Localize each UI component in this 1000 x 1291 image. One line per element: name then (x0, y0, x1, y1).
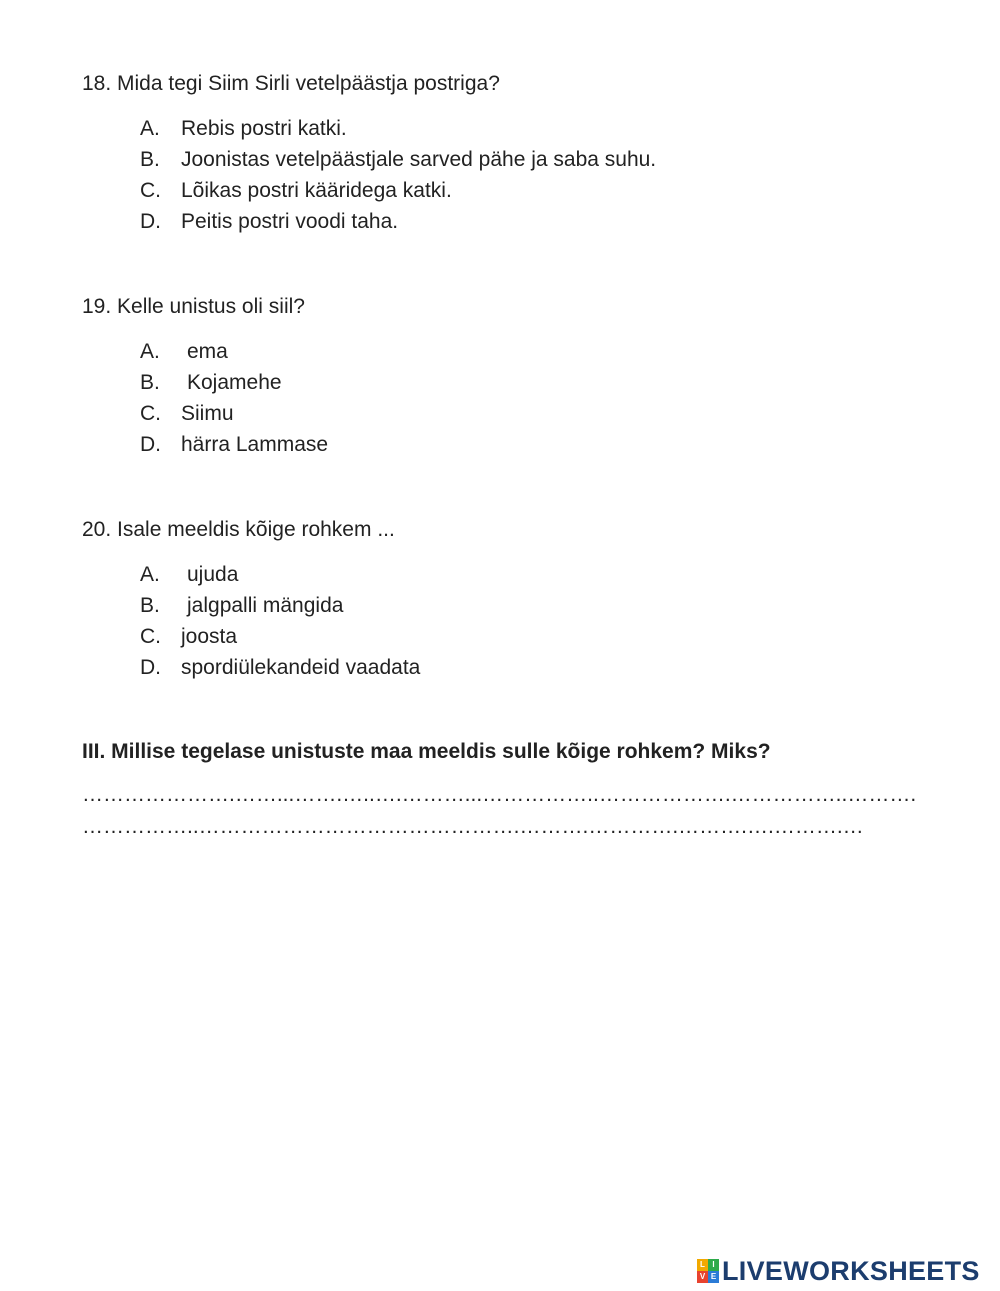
option-letter: C. (140, 179, 161, 202)
open-question-section (82, 739, 942, 843)
logo-tile: V (697, 1271, 708, 1283)
option-text: ujuda (187, 563, 239, 586)
question-text: 18. Mida tegi Siim Sirli vetelpäästja postriga? (82, 72, 500, 95)
option-letter: B. (140, 148, 160, 171)
logo-tile: L (697, 1259, 708, 1271)
question-text: 20. Isale meeldis kõige rohkem ... (82, 518, 395, 541)
question-19 (82, 294, 942, 460)
option-text: härra Lammase (181, 433, 329, 456)
option-letter: D. (140, 210, 161, 233)
option-text: Kojamehe (187, 371, 282, 394)
option-d[interactable] (82, 429, 942, 460)
option-d[interactable] (82, 206, 942, 237)
answer-options (82, 336, 942, 460)
option-letter: B. (140, 371, 160, 394)
option-letter: D. (140, 433, 161, 456)
option-text: spordiülekandeid vaadata (181, 656, 421, 679)
option-c[interactable] (82, 621, 942, 652)
option-c[interactable] (82, 398, 942, 429)
answer-input-line-2[interactable]: ……………..……………………………………….……….………….……….….……….… (82, 815, 864, 838)
option-text: Peitis postri voodi taha. (181, 210, 399, 233)
answer-options (82, 113, 942, 237)
option-letter: C. (140, 625, 161, 648)
option-b[interactable] (82, 367, 942, 398)
option-text: Rebis postri katki. (181, 117, 347, 140)
option-letter: A. (140, 117, 160, 140)
logo-tile: I (708, 1259, 719, 1271)
option-text: Lõikas postri kääridega katki. (181, 179, 452, 202)
answer-options (82, 559, 942, 683)
option-a[interactable] (82, 559, 942, 590)
option-d[interactable] (82, 652, 942, 683)
option-letter: C. (140, 402, 161, 425)
option-c[interactable] (82, 175, 942, 206)
option-letter: B. (140, 594, 160, 617)
option-letter: A. (140, 340, 160, 363)
option-b[interactable] (82, 590, 942, 621)
logo-text: LIVEWORKSHEETS (722, 1255, 980, 1286)
question-text: 19. Kelle unistus oli siil? (82, 295, 305, 318)
question-18 (82, 71, 942, 237)
option-text: jalgpalli mängida (187, 594, 344, 617)
option-text: Joonistas vetelpäästjale sarved pähe ja saba suhu. (181, 148, 657, 171)
option-b[interactable] (82, 144, 942, 175)
option-text: Siimu (181, 402, 234, 425)
answer-input-line-1[interactable]: ………………….……...…….…..….………...……………..……………….……………..………. (82, 783, 916, 806)
option-a[interactable] (82, 336, 942, 367)
option-a[interactable] (82, 113, 942, 144)
option-text: joosta (181, 625, 238, 648)
logo-tile: E (708, 1271, 719, 1283)
option-text: ema (187, 340, 228, 363)
question-20 (82, 517, 942, 683)
option-letter: D. (140, 656, 161, 679)
option-letter: A. (140, 563, 160, 586)
section-heading: III. Millise tegelase unistuste maa meeldis sulle kõige rohkem? Miks? (82, 740, 771, 763)
liveworksheets-logo (697, 1256, 980, 1286)
logo-mark-icon (697, 1259, 719, 1283)
